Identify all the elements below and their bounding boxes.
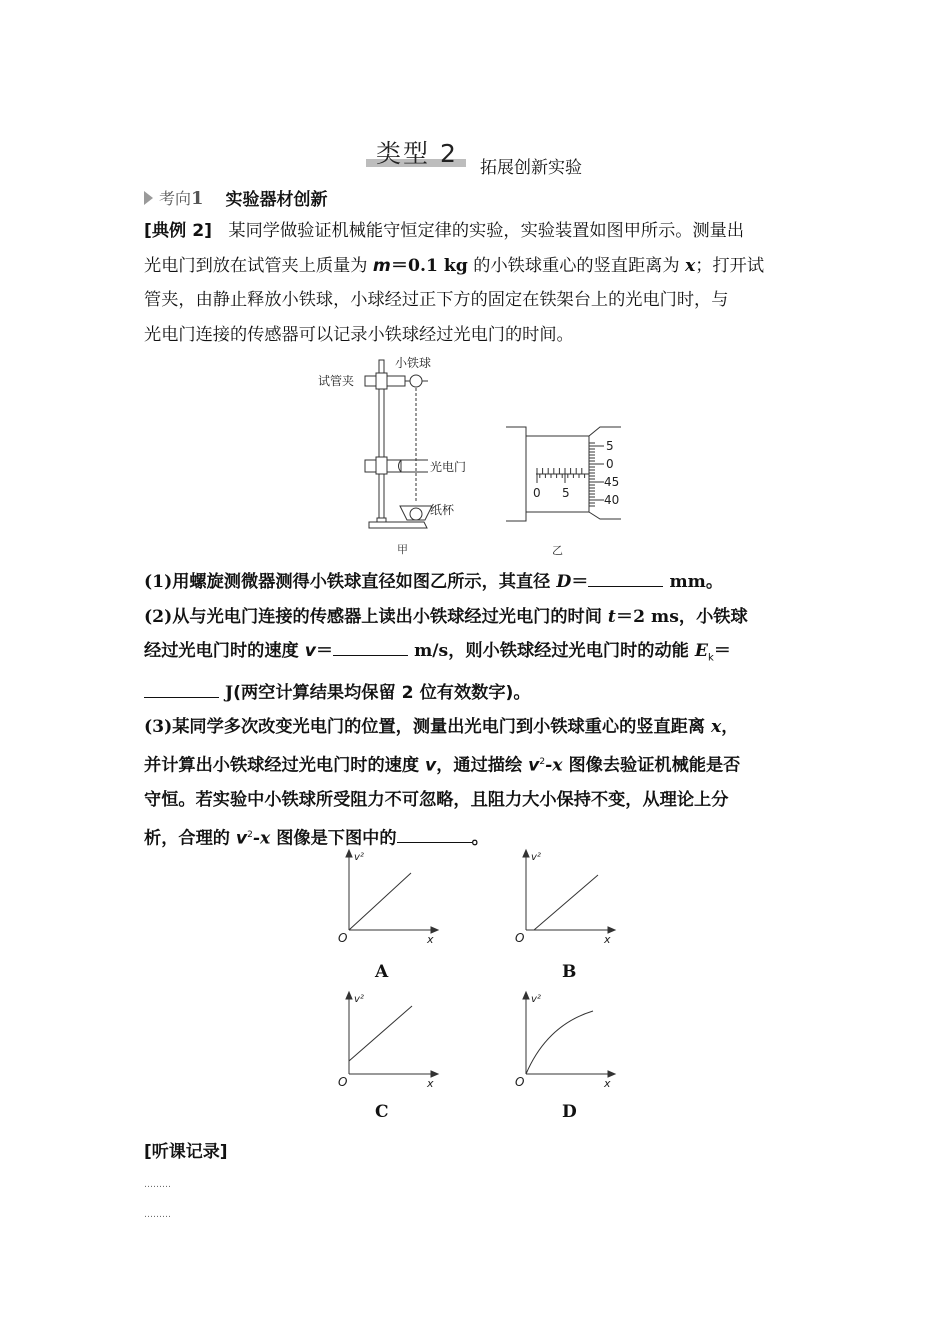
question-3-line-4: 析，合理的 $v^2-x$ 图像是下图中的 。 — [144, 818, 814, 856]
thimble-label-5: 5 — [606, 439, 614, 453]
question-1: (1)用螺旋测微器测得小铁球直径如图乙所示，其直径 D＝ mm。 — [144, 565, 814, 600]
answer-blank-diameter[interactable] — [588, 568, 663, 587]
graph-d-label: D — [562, 1102, 577, 1122]
notes-heading: [听课记录] — [144, 1142, 228, 1162]
answer-blank-graph-choice[interactable] — [397, 824, 472, 843]
questions-block — [144, 565, 814, 856]
graph-b-xlabel: x — [604, 933, 611, 946]
intro-paragraph — [144, 214, 814, 352]
thimble-label-0: 0 — [606, 457, 614, 471]
graph-b-line — [534, 875, 598, 930]
photogate — [365, 457, 428, 474]
type-subtitle: 拓展创新实验 — [480, 158, 582, 178]
thimble-label-45: 45 — [604, 475, 620, 489]
graph-a-ylabel: v² — [354, 852, 364, 863]
notes-line-1[interactable]: ……… — [144, 1180, 171, 1190]
answer-blank-velocity[interactable] — [333, 637, 408, 656]
label-clamp: 试管夹 — [318, 374, 355, 388]
intro-line-2: 光电门到放在试管夹上质量为 m＝0.1 kg 的小铁球重心的竖直距离为 x；打开试 — [144, 255, 765, 276]
main-scale — [536, 468, 589, 483]
example-tag: [典例 2] — [144, 221, 213, 241]
intro-line-1: [典例 2] 某同学做验证机械能守恒定律的实验，实验装置如图甲所示。测量出 — [144, 221, 745, 241]
graph-a-xlabel: x — [427, 933, 434, 946]
graph-c-xlabel: x — [427, 1077, 434, 1090]
graph-d-origin: O — [515, 1075, 525, 1089]
main-scale-label-5: 5 — [562, 486, 570, 500]
graph-option-c — [335, 990, 445, 1090]
graph-a-line — [349, 873, 411, 930]
section-name: 实验器材创新 — [225, 190, 328, 210]
type-label: 类型 2 — [376, 139, 458, 168]
answer-blank-kinetic-energy[interactable] — [144, 679, 219, 698]
test-tube-clamp — [365, 373, 412, 389]
label-paper-cup: 纸杯 — [430, 503, 455, 517]
graph-d-xlabel: x — [604, 1077, 611, 1090]
graph-b-label: B — [562, 962, 577, 982]
question-3-line-3: 守恒。若实验中小铁球所受阻力不可忽略，且阻力大小保持不变，从理论上分 — [144, 790, 729, 811]
paper-cup — [400, 506, 432, 520]
thimble-scale — [589, 443, 604, 506]
graph-a-origin: O — [338, 931, 348, 945]
figure-apparatus — [312, 352, 482, 562]
notes-line-2[interactable]: ……… — [144, 1210, 171, 1220]
intro-line-3: 管夹，由静止释放小铁球，小球经过正下方的固定在铁架台上的光电门时，与 — [144, 290, 729, 310]
graph-c-label: C — [375, 1102, 389, 1122]
caption-jia: 甲 — [397, 543, 408, 556]
graph-c-line — [349, 1006, 412, 1061]
graph-d-ylabel: v² — [531, 994, 541, 1005]
question-3-line-2: 并计算出小铁球经过光电门时的速度 v，通过描绘 $v^2-x$ 图像去验证机械能是否 — [144, 755, 741, 776]
graph-d-curve — [526, 1011, 593, 1074]
section-tag: 考向1 — [159, 188, 204, 209]
figure-micrometer — [500, 395, 635, 560]
main-scale-label-0: 0 — [533, 486, 541, 500]
thimble-label-40: 40 — [604, 493, 620, 507]
section-heading — [144, 185, 328, 210]
question-2-line-2: 经过光电门时的速度 v＝ m/s，则小铁球经过光电门时的动能 $E_k=$ — [144, 634, 814, 676]
caption-yi: 乙 — [552, 544, 563, 557]
label-iron-ball: 小铁球 — [395, 356, 432, 370]
question-2-line-3: J(两空计算结果均保留 2 位有效数字)。 — [144, 676, 814, 711]
graph-option-b — [512, 848, 622, 948]
graph-c-ylabel: v² — [354, 994, 364, 1005]
question-3-line-1: (3)某同学多次改变光电门的位置，测量出光电门到小铁球重心的竖直距离 x， — [144, 717, 739, 738]
iron-ball — [410, 375, 428, 387]
question-2-line-1: (2)从与光电门连接的传感器上读出小铁球经过光电门的时间 t＝2 ms，小铁球 — [144, 606, 748, 627]
graph-b-origin: O — [515, 931, 525, 945]
label-photogate: 光电门 — [430, 460, 467, 474]
graph-a-label: A — [375, 962, 389, 982]
graph-option-d — [512, 990, 622, 1090]
graph-option-a — [335, 848, 445, 948]
intro-line-4: 光电门连接的传感器可以记录小铁球经过光电门的时间。 — [144, 324, 574, 345]
type-banner — [366, 134, 466, 168]
triangle-marker-icon — [144, 191, 153, 205]
graph-c-origin: O — [338, 1075, 348, 1089]
graph-b-ylabel: v² — [531, 852, 541, 863]
